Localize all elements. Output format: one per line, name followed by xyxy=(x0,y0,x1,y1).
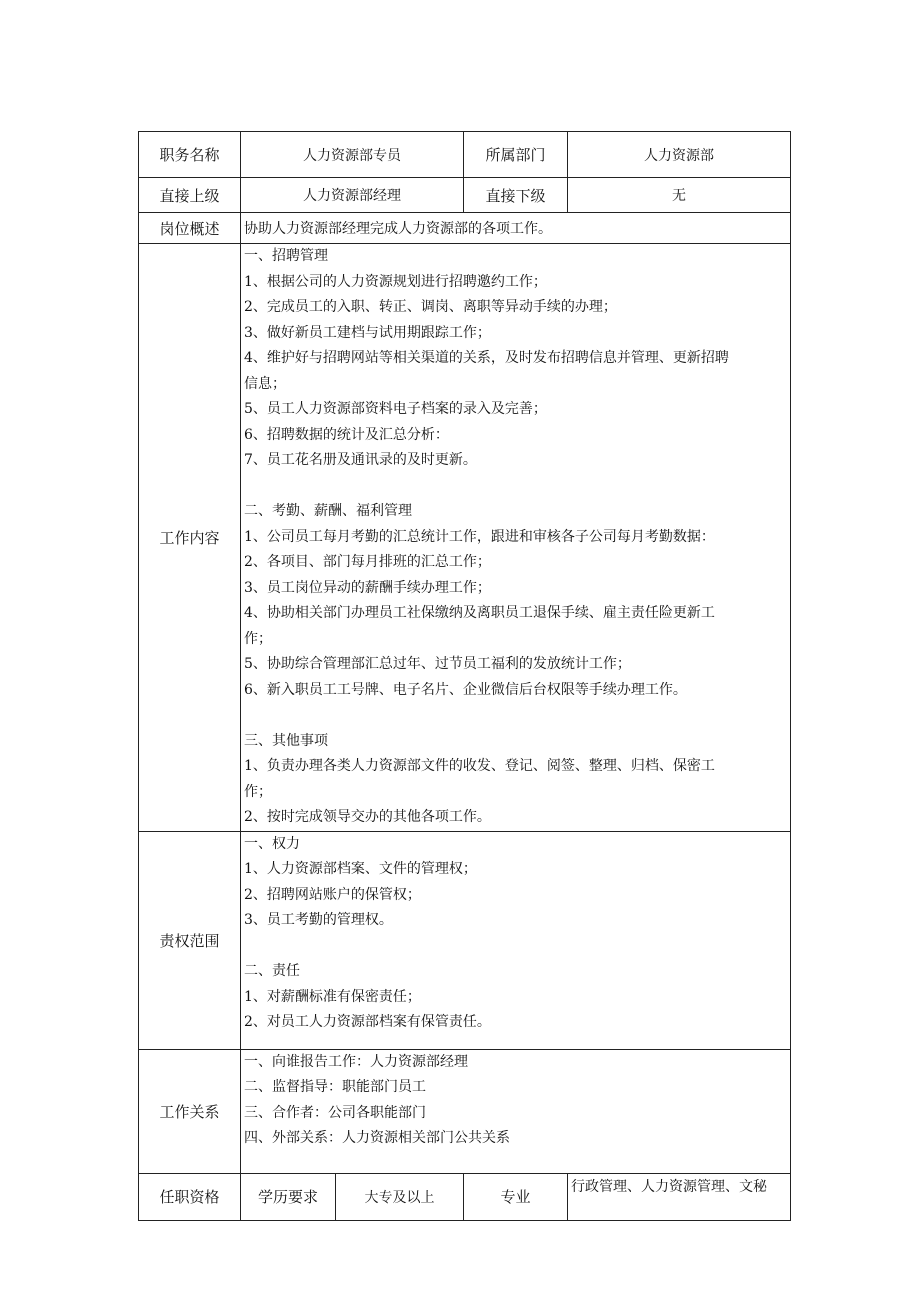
row-superior xyxy=(139,178,791,213)
qualification-label: 任职资格 xyxy=(139,1173,241,1220)
relations-line: 二、监督指导：职能部门员工 xyxy=(244,1079,426,1095)
duties-line: 3、员工岗位异动的薪酬手续办理工作； xyxy=(244,579,491,596)
authority-line: 二、责任 xyxy=(244,963,300,979)
duties-line: 二、考勤、薪酬、福利管理 xyxy=(244,503,412,519)
duties-line: 6、招聘数据的统计及汇总分析： xyxy=(244,426,449,443)
duties-line: 4、维护好与招聘网站等相关渠道的关系，及时发布招聘信息并管理、更新招聘 xyxy=(244,350,729,366)
duties-line: 7、员工花名册及通讯录的及时更新。 xyxy=(244,452,477,468)
duties-line xyxy=(244,474,786,500)
row-overview xyxy=(139,213,791,244)
job-description-sheet xyxy=(138,131,790,1221)
authority-line: 1、对薪酬标准有保密责任； xyxy=(244,988,421,1005)
duties-label: 工作内容 xyxy=(139,244,241,832)
authority-line: 一、权力 xyxy=(244,835,300,852)
department-label: 所属部门 xyxy=(464,132,568,178)
duties-line: 一、招聘管理 xyxy=(244,248,328,264)
authority-content xyxy=(241,831,791,1049)
row-title xyxy=(139,132,791,178)
duties-line: 2、各项目、部门每月排班的汇总工作； xyxy=(244,554,491,570)
relations-line: 一、向谁报告工作：人力资源部经理 xyxy=(244,1053,468,1070)
duties-line: 2、完成员工的入职、转正、调岗、离职等异动手续的办理； xyxy=(244,299,617,315)
authority-line: 2、招聘网站账户的保管权； xyxy=(244,886,421,903)
row-relations xyxy=(139,1049,791,1173)
duties-line: 1、负责办理各类人力资源部文件的收发、登记、阅签、整理、归档、保密工 xyxy=(244,758,715,774)
row-qualification xyxy=(139,1173,791,1220)
overview-label: 岗位概述 xyxy=(139,213,241,244)
education-label: 学历要求 xyxy=(241,1173,336,1220)
row-authority xyxy=(139,831,791,1049)
duties-line xyxy=(244,703,786,729)
subordinate-label: 直接下级 xyxy=(464,178,568,213)
major-label: 专业 xyxy=(464,1173,568,1220)
superior-value: 人力资源部经理 xyxy=(241,178,464,213)
relations-line: 三、合作者：公司各职能部门 xyxy=(244,1104,426,1121)
relations-line: 四、外部关系：人力资源相关部门公共关系 xyxy=(244,1130,510,1146)
duties-line: 三、其他事项 xyxy=(244,732,328,749)
subordinate-value: 无 xyxy=(568,178,791,213)
duties-line: 2、按时完成领导交办的其他各项工作。 xyxy=(244,809,491,825)
authority-line: 1、人力资源部档案、文件的管理权； xyxy=(244,861,477,877)
relations-label: 工作关系 xyxy=(139,1049,241,1173)
relations-lines xyxy=(244,1050,786,1152)
authority-line: 2、对员工人力资源部档案有保管责任。 xyxy=(244,1014,491,1030)
duties-line: 1、根据公司的人力资源规划进行招聘邀约工作； xyxy=(244,273,547,290)
duties-line: 1、公司员工每月考勤的汇总统计工作，跟进和审核各子公司每月考勤数据： xyxy=(244,528,715,545)
major-value: 行政管理、人力资源管理、文秘 xyxy=(568,1173,791,1220)
duties-line: 4、协助相关部门办理员工社保缴纳及离职员工退保手续、雇主责任险更新工 xyxy=(244,605,715,621)
duties-lines xyxy=(244,244,786,831)
authority-lines xyxy=(244,832,786,1036)
authority-line: 3、员工考勤的管理权。 xyxy=(244,912,393,928)
superior-label: 直接上级 xyxy=(139,178,241,213)
relations-content xyxy=(241,1049,791,1173)
duties-line: 作； xyxy=(244,630,272,647)
duties-content xyxy=(241,244,791,832)
duties-line: 信息； xyxy=(244,375,286,392)
duties-line: 5、员工人力资源部资料电子档案的录入及完善； xyxy=(244,401,547,417)
education-value: 大专及以上 xyxy=(336,1173,464,1220)
job-title-value: 人力资源部专员 xyxy=(241,132,464,178)
authority-line xyxy=(244,934,786,960)
duties-line: 6、新入职员工工号牌、电子名片、企业微信后台权限等手续办理工作。 xyxy=(244,681,687,698)
authority-label: 责权范围 xyxy=(139,831,241,1049)
duties-line: 5、协助综合管理部汇总过年、过节员工福利的发放统计工作； xyxy=(244,656,631,672)
duties-line: 作； xyxy=(244,783,272,800)
duties-line: 3、做好新员工建档与试用期跟踪工作； xyxy=(244,324,491,341)
overview-text: 协助人力资源部经理完成人力资源部的各项工作。 xyxy=(241,213,791,244)
row-duties xyxy=(139,244,791,832)
department-value: 人力资源部 xyxy=(568,132,791,178)
job-title-label: 职务名称 xyxy=(139,132,241,178)
job-description-table xyxy=(138,131,791,1221)
